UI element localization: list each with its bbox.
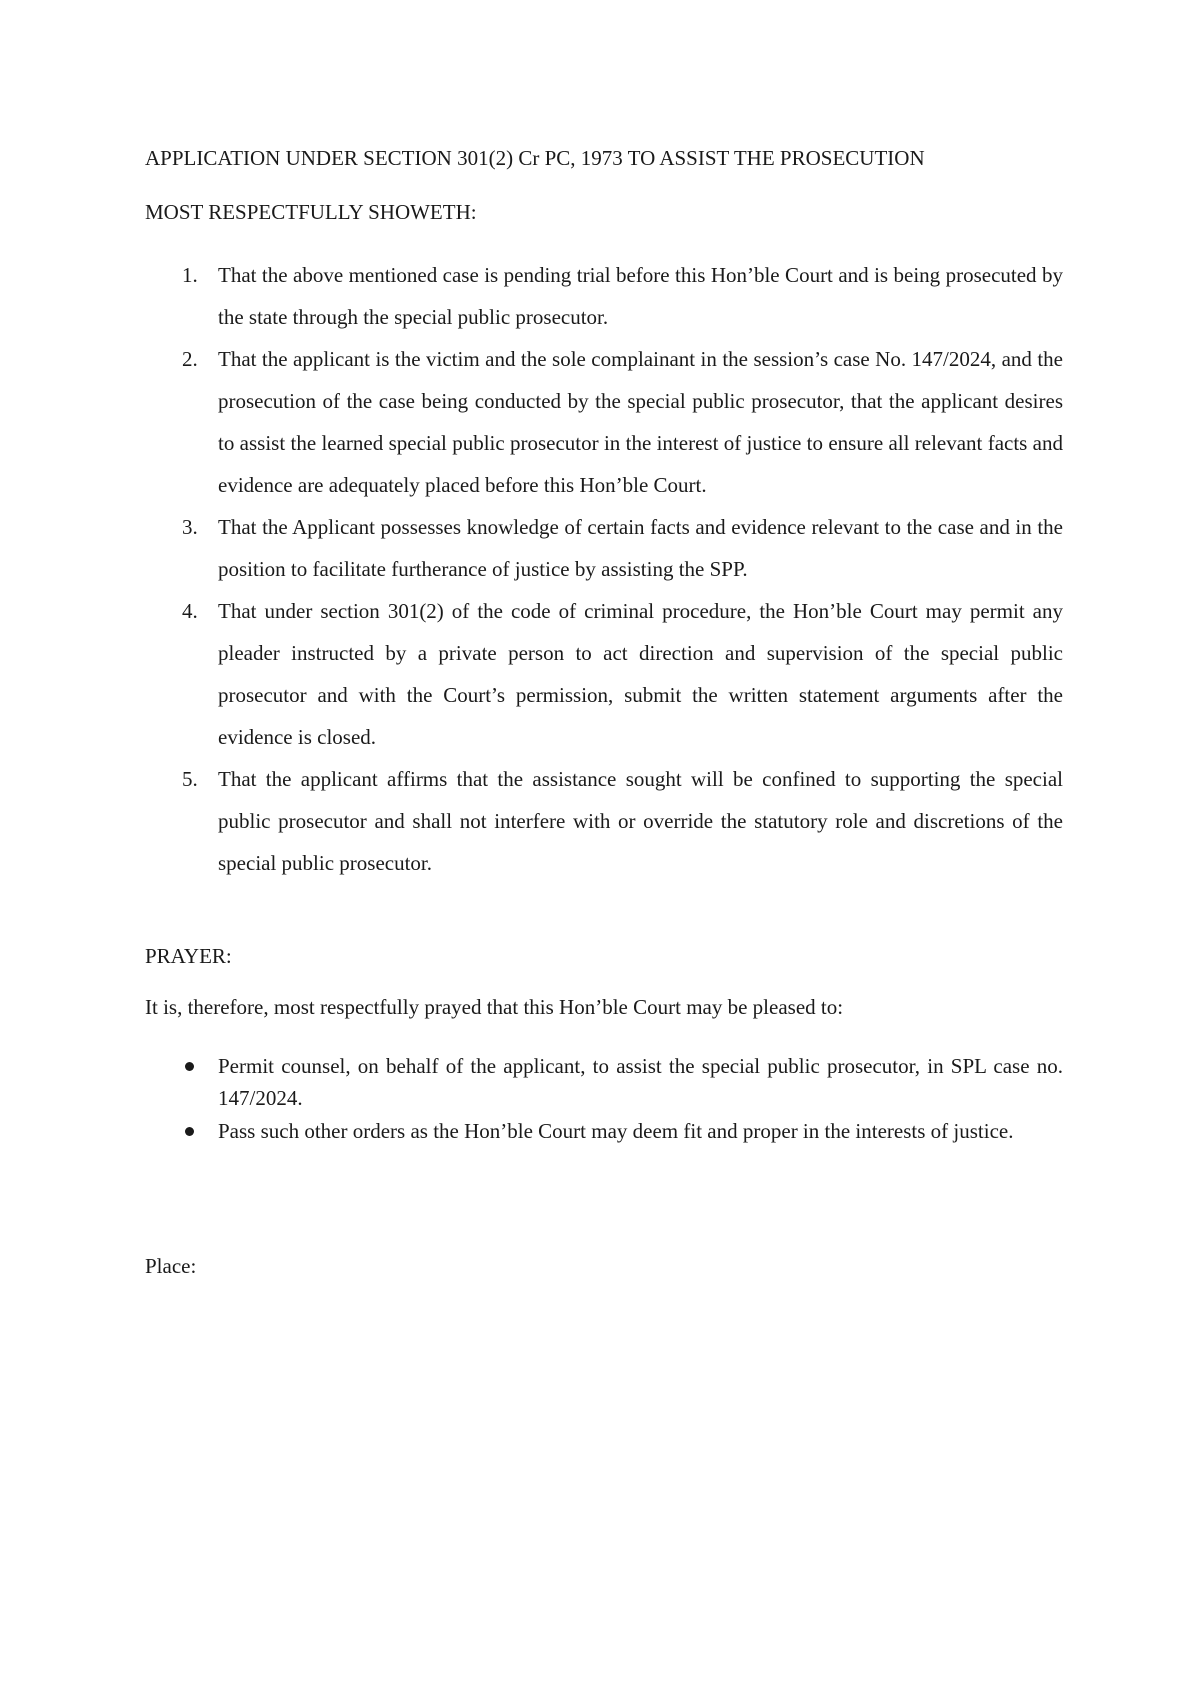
document-title: APPLICATION UNDER SECTION 301(2) Cr PC, 1973 TO ASSIST THE PROSECUTION xyxy=(145,146,925,170)
prayer-bullet-list xyxy=(145,1050,1063,1148)
bullet-icon xyxy=(185,1127,194,1136)
list-item xyxy=(145,506,1063,590)
list-item-text: Permit counsel, on behalf of the applicant, to assist the special public prosecutor, in SPL case no. 147/2024. xyxy=(218,1054,1063,1110)
list-item xyxy=(145,338,1063,506)
list-item-number: 1. xyxy=(182,263,198,287)
list-item xyxy=(145,590,1063,758)
prayer-intro: It is, therefore, most respectfully prayed that this Hon’ble Court may be pleased to: xyxy=(145,995,844,1019)
list-item xyxy=(145,1050,1063,1114)
list-item-text: That the applicant affirms that the assistance sought will be confined to supporting the special public prosecutor and shall not interfere with or override the statutory role and discretions of the special public prosecutor. xyxy=(218,767,1063,875)
list-item-text: That the applicant is the victim and the sole complainant in the session’s case No. 147/2024, and the prosecution of the case being conducted by the special public prosecutor, that the applicant desires to assist the learned special public prosecutor in the interest of justice to ensure all relevant facts and evidence are adequately placed before this Hon’ble Court. xyxy=(218,347,1063,497)
list-item-number: 4. xyxy=(182,599,198,623)
list-item-text: Pass such other orders as the Hon’ble Court may deem fit and proper in the interests of justice. xyxy=(218,1119,1014,1143)
numbered-points-list xyxy=(145,254,1063,884)
list-item-text: That the Applicant possesses knowledge of certain facts and evidence relevant to the case and in the position to facilitate furtherance of justice by assisting the SPP. xyxy=(218,515,1063,581)
place-label: Place: xyxy=(145,1254,197,1278)
list-item-text: That under section 301(2) of the code of criminal procedure, the Hon’ble Court may permit any pleader instructed by a private person to act direction and supervision of the special public prosecutor and with the Court’s permission, submit the written statement arguments after the evidence is closed. xyxy=(218,599,1063,749)
list-item-text: That the above mentioned case is pending trial before this Hon’ble Court and is being prosecuted by the state through the special public prosecutor. xyxy=(218,263,1063,329)
showeth-heading: MOST RESPECTFULLY SHOWETH: xyxy=(145,200,477,224)
list-item xyxy=(145,758,1063,884)
list-item-number: 5. xyxy=(182,767,198,791)
list-item xyxy=(145,254,1063,338)
bullet-icon xyxy=(185,1062,194,1071)
list-item-number: 2. xyxy=(182,347,198,371)
list-item-number: 3. xyxy=(182,515,198,539)
list-item xyxy=(145,1115,1063,1147)
prayer-heading: PRAYER: xyxy=(145,944,232,968)
